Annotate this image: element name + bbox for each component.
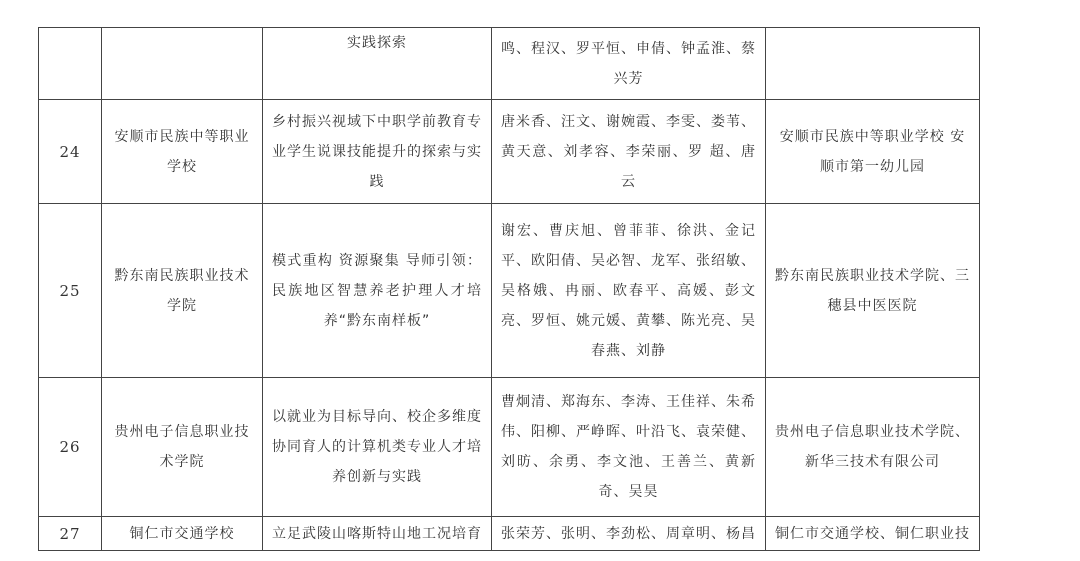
project-table (38, 27, 980, 551)
project-cell: 乡村振兴视域下中职学前教育专业学生说课技能提升的探索与实践 (263, 100, 492, 204)
units-cell: 铜仁市交通学校、铜仁职业技 (766, 517, 980, 551)
units-cell (766, 28, 980, 100)
project-cell: 以就业为目标导向、校企多维度协同育人的计算机类专业人才培养创新与实践 (263, 378, 492, 517)
project-cell: 模式重构 资源聚集 导师引领：民族地区智慧养老护理人才培养“黔东南样板” (263, 204, 492, 378)
members-cell: 曹炯清、郑海东、李涛、王佳祥、朱希伟、阳柳、严峥晖、叶沿飞、袁荣健、刘昉、余勇、李文池、王善兰、黄新奇、吴昊 (492, 378, 766, 517)
members-cell: 张荣芳、张明、李劲松、周章明、杨昌 (492, 517, 766, 551)
school-cell: 贵州电子信息职业技术学院 (102, 378, 263, 517)
row-number (39, 28, 102, 100)
school-cell: 黔东南民族职业技术学院 (102, 204, 263, 378)
units-cell: 安顺市民族中等职业学校 安顺市第一幼儿园 (766, 100, 980, 204)
row-number: 27 (39, 517, 102, 551)
table-row (39, 100, 980, 204)
units-cell: 贵州电子信息职业技术学院、新华三技术有限公司 (766, 378, 980, 517)
members-cell: 谢宏、曹庆旭、曾菲菲、徐洪、金记平、欧阳倩、吴必智、龙军、张绍敏、吴格娥、冉丽、欧春平、高媛、彭文亮、罗恒、姚元媛、黄攀、陈光亮、吴春燕、刘静 (492, 204, 766, 378)
row-number: 26 (39, 378, 102, 517)
members-cell: 唐米香、汪文、谢婉霞、李雯、娄苇、黄天意、刘孝容、李荣丽、罗 超、唐云 (492, 100, 766, 204)
project-cell: 立足武陵山喀斯特山地工况培育 (263, 517, 492, 551)
table-row (39, 378, 980, 517)
table-row (39, 28, 980, 100)
units-cell: 黔东南民族职业技术学院、三穗县中医医院 (766, 204, 980, 378)
row-number: 25 (39, 204, 102, 378)
table-row (39, 517, 980, 551)
row-number: 24 (39, 100, 102, 204)
members-cell: 鸣、程汉、罗平恒、申倩、钟孟淮、蔡兴芳 (492, 28, 766, 100)
project-cell: 实践探索 (263, 28, 492, 100)
school-cell (102, 28, 263, 100)
school-cell: 安顺市民族中等职业学校 (102, 100, 263, 204)
school-cell: 铜仁市交通学校 (102, 517, 263, 551)
table-row (39, 204, 980, 378)
